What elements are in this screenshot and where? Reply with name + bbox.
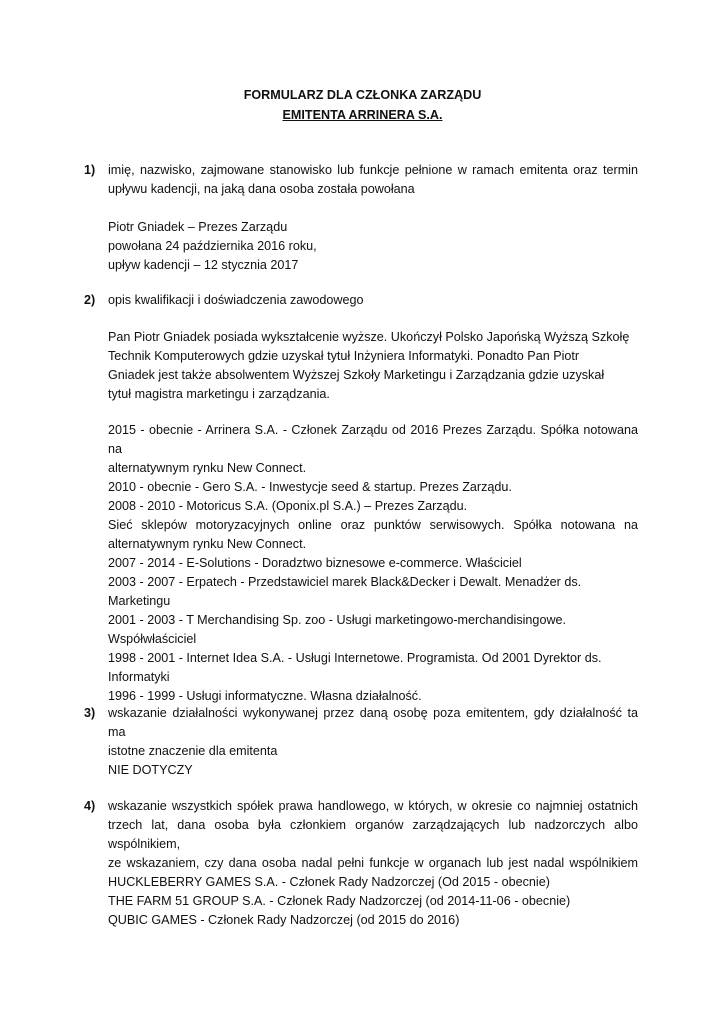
bio-line: Technik Komputerowych gdzie uzyskał tytuł Inżyniera Informatyki. Ponadto Pan Piotr [108,349,580,363]
section-4-number: 4) [84,799,96,813]
section-1-answer-line: powołana 24 października 2016 roku, [108,239,317,253]
section-1-answer-line: Piotr Gniadek – Prezes Zarządu [108,220,288,234]
company-line: HUCKLEBERRY GAMES S.A. - Członek Rady Nadzorczej (Od 2015 - obecnie) [108,875,550,889]
section-2-bio [108,328,638,404]
section-4-question [108,797,638,873]
section-1-answer-line: upływ kadencji – 12 stycznia 2017 [108,258,299,272]
section-3-answer [108,761,638,780]
bio-line: tytuł magistra marketingu i zarządzania. [108,387,330,401]
section-4-answer [108,873,638,930]
section-3-number: 3) [84,706,96,720]
section-2-career [108,421,638,706]
section-3-question-line: wskazanie działalności wykonywanej przez daną osobę poza emitentem, gdy działalność ta ma [108,706,638,739]
section-4-question-line: trzech lat, dana osoba była członkiem organów zarządzających lub nadzorczych albo wspólnikiem, [108,818,638,851]
document-title-line2-text: EMITENTA ARRINERA S.A. [282,108,443,122]
section-3-question [108,704,638,761]
section-4-question-line: ze wskazaniem, czy dana osoba nadal pełni funkcje w organach lub jest nadal wspólnikiem [108,856,638,870]
career-line: Marketingu [108,594,171,608]
bio-line: Gniadek jest także absolwentem Wyższej Szkoły Marketingu i Zarządzania gdzie uzyskał [108,368,605,382]
section-2-number: 2) [84,293,96,307]
career-line: 2015 - obecnie - Arrinera S.A. - Członek Zarządu od 2016 Prezes Zarządu. Spółka notowana na [108,423,638,456]
section-4-question-line: wskazanie wszystkich spółek prawa handlowego, w których, w okresie co najmniej ostatnich [108,799,638,813]
career-line: 2010 - obecnie - Gero S.A. - Inwestycje seed & startup. Prezes Zarządu. [108,480,512,494]
career-line: 2008 - 2010 - Motoricus S.A. (Oponix.pl S.A.) – Prezes Zarządu. [108,499,468,513]
career-line: Informatyki [108,670,170,684]
document-title-line2 [0,106,725,125]
section-3-question-line: istotne znaczenie dla emitenta [108,744,278,758]
career-line: 2003 - 2007 - Erpatech - Przedstawiciel marek Black&Decker i Dewalt. Menadżer ds. [108,575,582,589]
career-line: Współwłaściciel [108,632,197,646]
section-1-number: 1) [84,163,96,177]
bio-line: Pan Piotr Gniadek posiada wykształcenie wyższe. Ukończył Polsko Japońską Wyższą Szkołę [108,330,630,344]
section-1-question-line: imię, nazwisko, zajmowane stanowisko lub funkcje pełnione w ramach emitenta oraz termin [108,163,638,177]
section-2-question [108,291,638,310]
section-1-question-line: upływu kadencji, na jaką dana osoba została powołana [108,182,415,196]
section-2-question-line: opis kwalifikacji i doświadczenia zawodowego [108,293,364,307]
section-1-answer [108,218,638,275]
career-line: Sieć sklepów motoryzacyjnych online oraz punktów serwisowych. Spółka notowana na [108,518,638,532]
company-line: QUBIC GAMES - Członek Rady Nadzorczej (od 2015 do 2016) [108,913,460,927]
section-1-question [108,161,638,199]
document-title-line1: FORMULARZ DLA CZŁONKA ZARZĄDU [243,88,482,102]
career-line: alternatywnym rynku New Connect. [108,461,307,475]
career-line: 2001 - 2003 - T Merchandising Sp. zoo - Usługi marketingowo-merchandisingowe. [108,613,567,627]
career-line: alternatywnym rynku New Connect. [108,537,307,551]
company-line: THE FARM 51 GROUP S.A. - Członek Rady Nadzorczej (od 2014-11-06 - obecnie) [108,894,571,908]
career-line: 1998 - 2001 - Internet Idea S.A. - Usługi Internetowe. Programista. Od 2001 Dyrektor ds. [108,651,602,665]
career-line: 2007 - 2014 - E-Solutions - Doradztwo biznesowe e-commerce. Właściciel [108,556,522,570]
section-3-answer-line: NIE DOTYCZY [108,763,193,777]
career-line: 1996 - 1999 - Usługi informatyczne. Własna działalność. [108,689,422,703]
